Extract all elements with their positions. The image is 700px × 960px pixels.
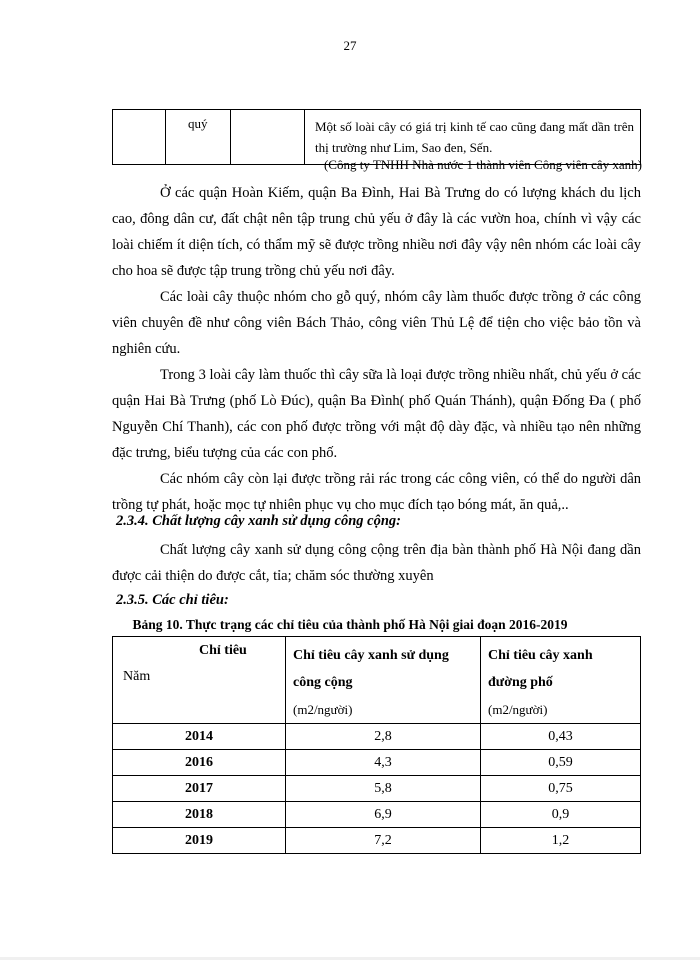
section-heading: 2.3.5. Các chỉ tiêu:	[116, 592, 229, 608]
street-value-cell: 0,59	[481, 750, 641, 776]
year-cell: 2014	[113, 724, 286, 750]
street-value-cell: 0,75	[481, 776, 641, 802]
indicator-table	[112, 636, 641, 854]
table-row	[113, 802, 641, 828]
paragraph: Chất lượng cây xanh sử dụng công cộng trên địa bàn thành phố Hà Nội đang dần được cải thiện do được cắt, tỉa; chăm sóc thường xuyên	[112, 542, 641, 584]
table-cell-label: quý	[166, 110, 231, 165]
table-header-row	[113, 637, 641, 724]
header-street-green: Chỉ tiêu cây xanh đường phố (m2/người)	[481, 637, 641, 724]
year-cell: 2018	[113, 802, 286, 828]
year-cell: 2017	[113, 776, 286, 802]
public-value-cell: 7,2	[286, 828, 481, 854]
source-note: (Công ty TNHH Nhà nước 1 thành viên Công viên cây xanh)	[323, 157, 642, 172]
table-row	[113, 828, 641, 854]
table-row	[113, 750, 641, 776]
header-year: Năm	[123, 669, 151, 684]
section-heading: 2.3.4. Chất lượng cây xanh sử dụng công cộng:	[116, 513, 401, 529]
year-cell: 2019	[113, 828, 286, 854]
public-value-cell: 5,8	[286, 776, 481, 802]
street-value-cell: 0,43	[481, 724, 641, 750]
table-cell-empty	[113, 110, 166, 165]
year-cell: 2016	[113, 750, 286, 776]
paragraph: Các nhóm cây còn lại được trồng rải rác trong các công viên, có thể do người dân trồng tự phát, hoặc mọc tự nhiên phục vụ cho mục đích tạo bóng mát, ăn quả,..	[112, 471, 641, 513]
table-row	[113, 776, 641, 802]
public-value-cell: 4,3	[286, 750, 481, 776]
paragraph: Ở các quận Hoàn Kiếm, quận Ba Đình, Hai Bà Trưng do có lượng khách du lịch cao, đông dân cư, đất chật nên tập trung chủ yếu ở đây là các vườn hoa, chính vì vậy các loài chiếm ít diện tích, có thẩm mỹ sẽ được trồng nhiều nơi đây vậy nên nhóm các loài cây cho hoa sẽ được tập trung trồng chủ yếu nơi đây.	[112, 185, 641, 279]
paragraph: Các loài cây thuộc nhóm cho gỗ quý, nhóm cây làm thuốc được trồng ở các công viên chuyên đề như công viên Bách Thảo, công viên Thủ Lệ để tiện cho việc bảo tồn và nghiên cứu.	[112, 289, 641, 357]
table-row	[113, 724, 641, 750]
header-indicator: Chỉ tiêu	[199, 643, 247, 658]
page-number: 27	[343, 38, 357, 53]
public-value-cell: 2,8	[286, 724, 481, 750]
table-cell-empty	[231, 110, 305, 165]
table-caption: Bảng 10. Thực trạng các chỉ tiêu của thành phố Hà Nội giai đoạn 2016-2019	[132, 617, 568, 632]
header-public-green: Chỉ tiêu cây xanh sử dụng công cộng (m2/người)	[286, 637, 481, 724]
header-corner-cell	[113, 637, 286, 724]
public-value-cell: 6,9	[286, 802, 481, 828]
street-value-cell: 1,2	[481, 828, 641, 854]
paragraph: Trong 3 loài cây làm thuốc thì cây sữa là loại được trồng nhiều nhất, chủ yếu ở các quận Hai Bà Trưng (phố Lò Đúc), quận Ba Đình( phố Quán Thánh), quận Đống Đa ( phố Nguyễn Chí Thanh), các con phố được trồng với mật độ dày đặc, và nhiều tạo nên những đặc trưng, biểu tượng của các con phố.	[112, 367, 641, 461]
table-cell-description: Một số loài cây có giá trị kinh tế cao cũng đang mất dần trên thị trường như Lim, Sao đen, Sến.	[305, 110, 641, 165]
street-value-cell: 0,9	[481, 802, 641, 828]
